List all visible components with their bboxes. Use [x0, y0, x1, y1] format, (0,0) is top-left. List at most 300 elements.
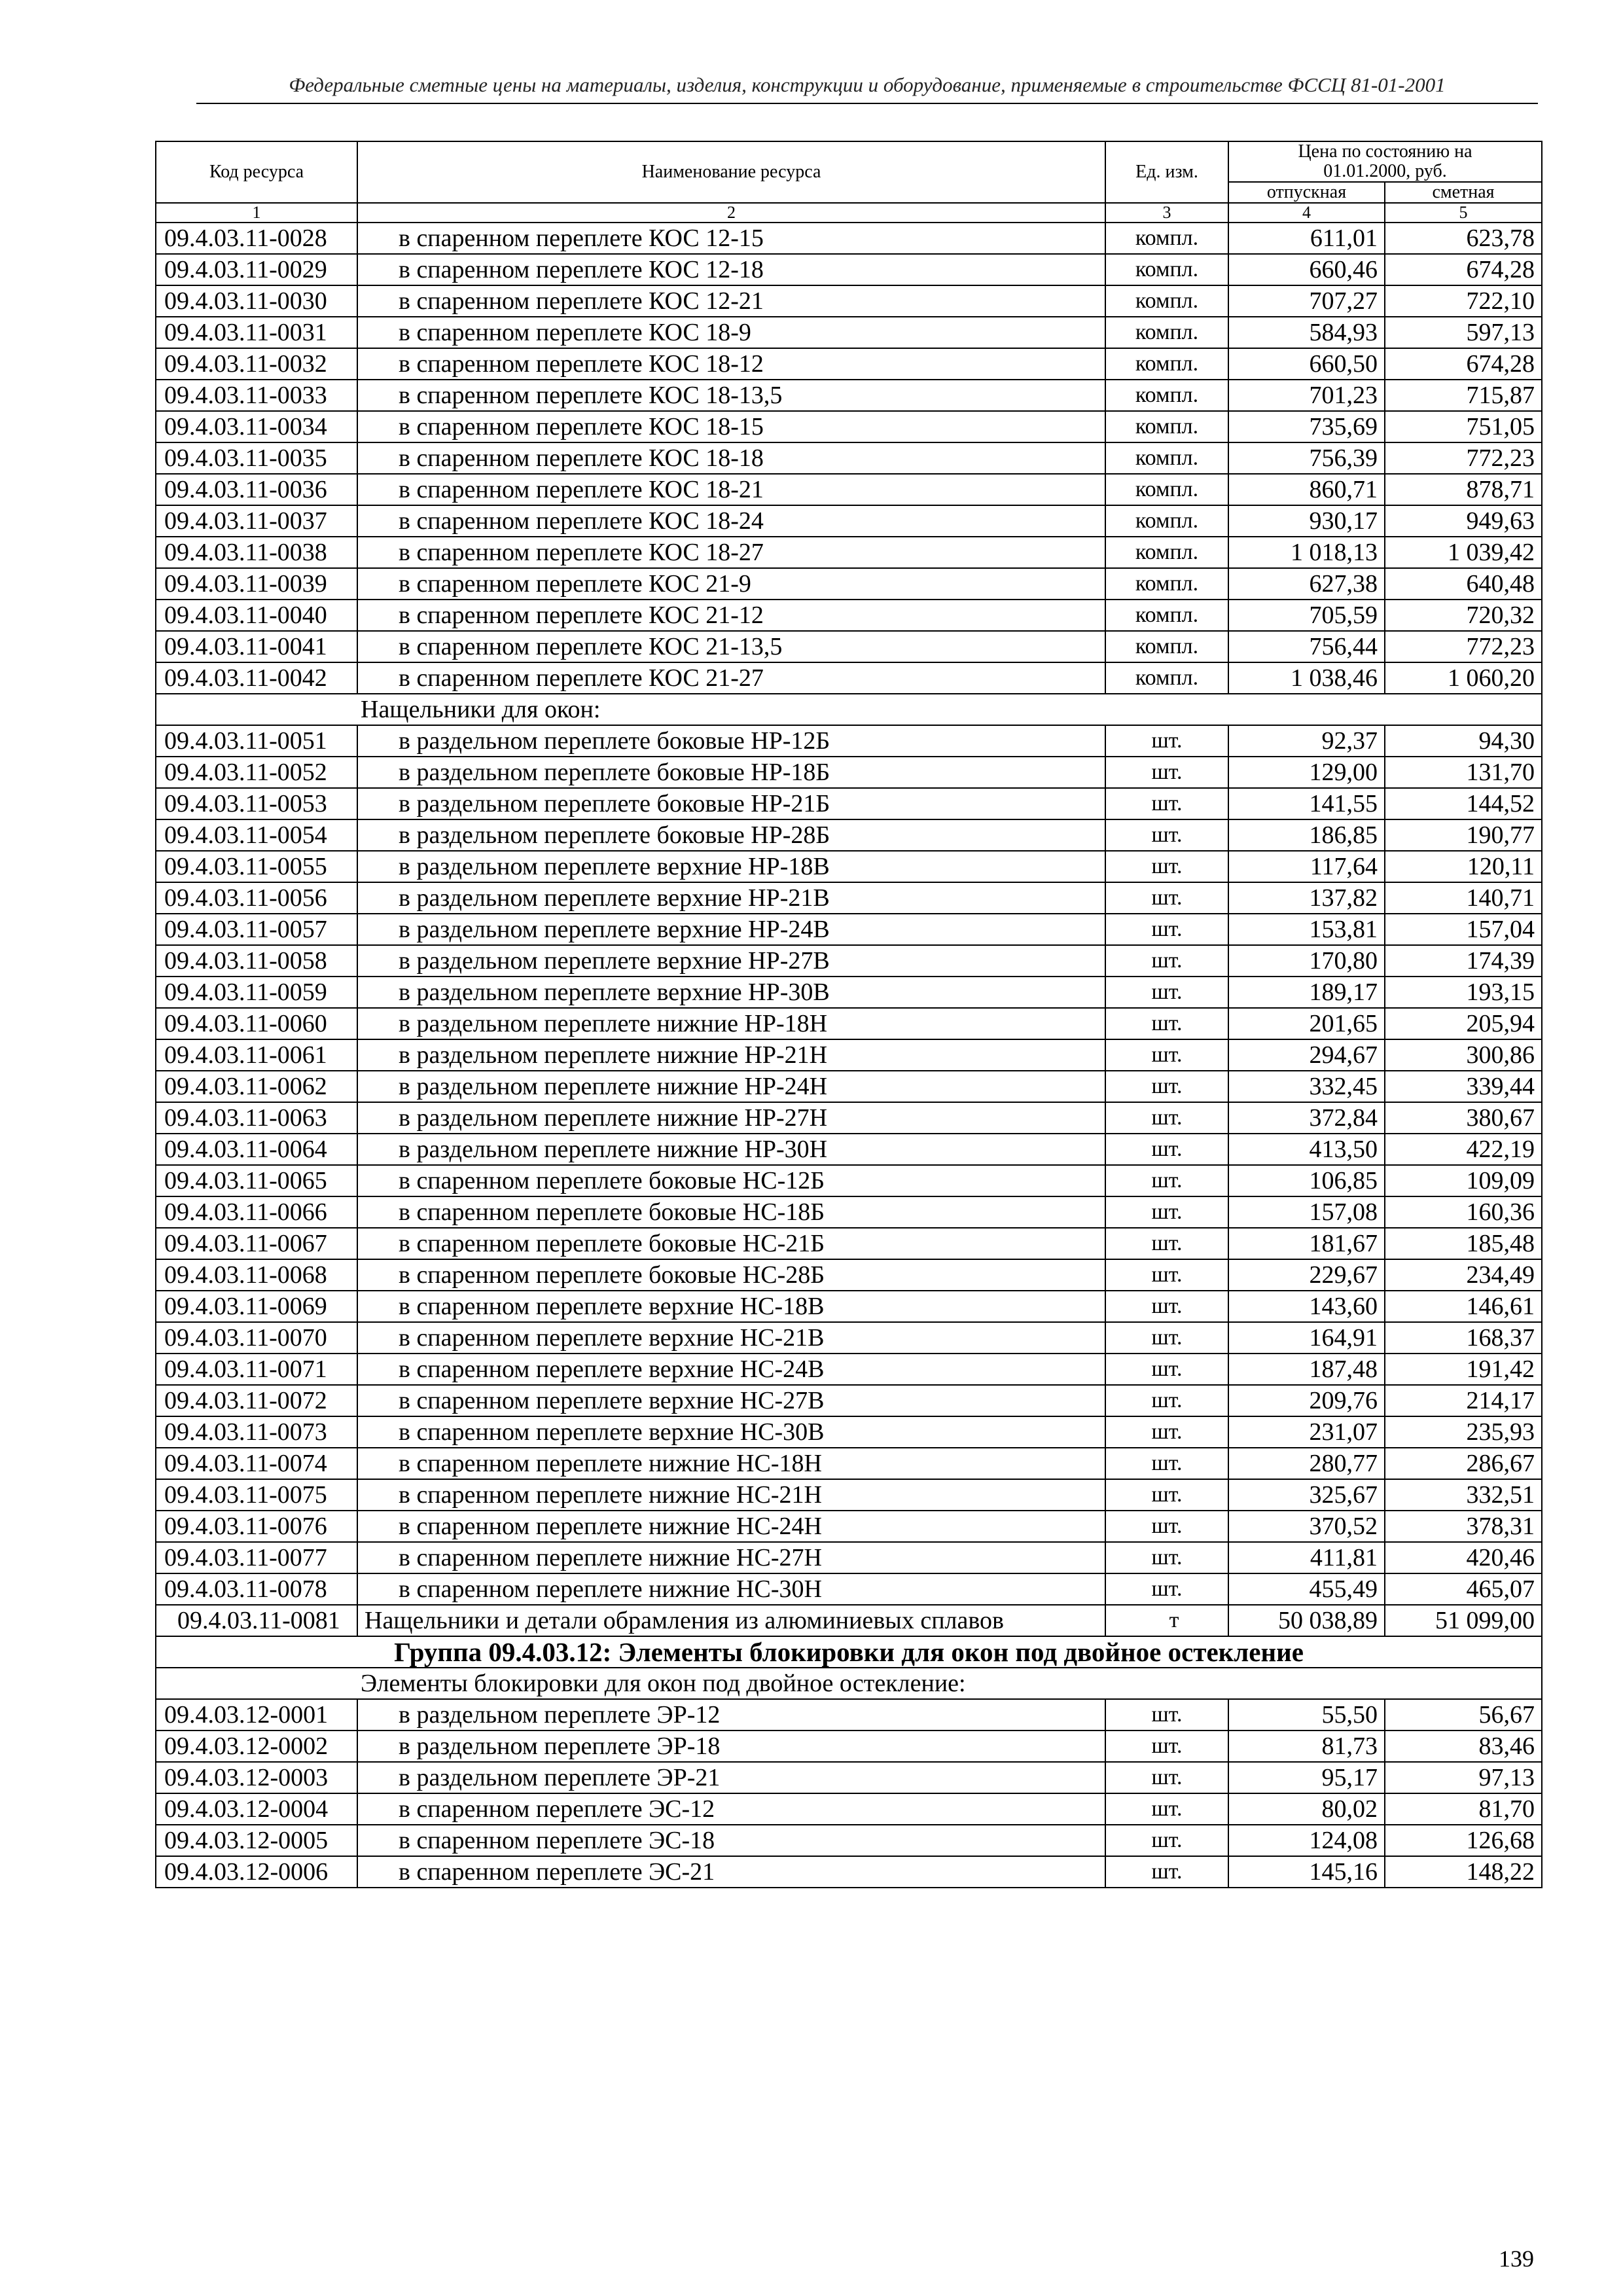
resource-code: 09.4.03.11-0054: [156, 819, 357, 851]
unit-cell: т: [1105, 1605, 1228, 1636]
resource-code: 09.4.03.11-0037: [156, 505, 357, 537]
resource-name: в раздельном переплете верхние НР-24В: [357, 914, 1105, 945]
release-price: 137,82: [1228, 882, 1385, 914]
unit-cell: шт.: [1105, 1071, 1228, 1102]
table-row: [156, 223, 1542, 254]
resource-code: 09.4.03.11-0068: [156, 1259, 357, 1291]
release-price: 117,64: [1228, 851, 1385, 882]
estimate-price: 168,37: [1385, 1322, 1542, 1354]
col-number: 1: [156, 203, 357, 223]
resource-name: в раздельном переплете боковые НР-28Б: [357, 819, 1105, 851]
unit-cell: шт.: [1105, 1573, 1228, 1605]
release-price: 701,23: [1228, 380, 1385, 411]
resource-code: 09.4.03.11-0039: [156, 568, 357, 600]
estimate-price: 51 099,00: [1385, 1605, 1542, 1636]
estimate-price: 1 060,20: [1385, 662, 1542, 694]
resource-name: в раздельном переплете нижние НР-24Н: [357, 1071, 1105, 1102]
resource-code: 09.4.03.11-0051: [156, 725, 357, 757]
resource-code: 09.4.03.11-0071: [156, 1354, 357, 1385]
table-row: [156, 1196, 1542, 1228]
table-row: [156, 1165, 1542, 1196]
resource-name: в спаренном переплете КОС 18-21: [357, 474, 1105, 505]
table-row: [156, 568, 1542, 600]
unit-cell: компл.: [1105, 223, 1228, 254]
release-price: 106,85: [1228, 1165, 1385, 1196]
unit-cell: шт.: [1105, 945, 1228, 977]
release-price: 930,17: [1228, 505, 1385, 537]
release-price: 370,52: [1228, 1511, 1385, 1542]
resource-name: в спаренном переплете боковые НС-18Б: [357, 1196, 1105, 1228]
release-price: 186,85: [1228, 819, 1385, 851]
table-row: [156, 757, 1542, 788]
release-price: 705,59: [1228, 600, 1385, 631]
estimate-price: 56,67: [1385, 1699, 1542, 1731]
resource-code: 09.4.03.11-0042: [156, 662, 357, 694]
unit-cell: шт.: [1105, 1825, 1228, 1856]
unit-cell: шт.: [1105, 882, 1228, 914]
table-row: [156, 442, 1542, 474]
table-row: [156, 1385, 1542, 1416]
resource-code: 09.4.03.11-0067: [156, 1228, 357, 1259]
unit-cell: шт.: [1105, 1416, 1228, 1448]
release-price: 170,80: [1228, 945, 1385, 977]
estimate-price: 949,63: [1385, 505, 1542, 537]
resource-code: 09.4.03.11-0074: [156, 1448, 357, 1479]
resource-code: 09.4.03.11-0075: [156, 1479, 357, 1511]
estimate-price: 190,77: [1385, 819, 1542, 851]
table-row: [156, 537, 1542, 568]
col-header-estimate-price: сметная: [1385, 182, 1542, 203]
unit-cell: компл.: [1105, 631, 1228, 662]
table-row: [156, 317, 1542, 348]
release-price: 201,65: [1228, 1008, 1385, 1039]
resource-name: в спаренном переплете боковые НС-12Б: [357, 1165, 1105, 1196]
unit-cell: шт.: [1105, 977, 1228, 1008]
resource-name: в спаренном переплете КОС 18-15: [357, 411, 1105, 442]
price-table: [155, 141, 1543, 1888]
resource-code: 09.4.03.11-0065: [156, 1165, 357, 1196]
table-row: [156, 1731, 1542, 1762]
estimate-price: 878,71: [1385, 474, 1542, 505]
release-price: 55,50: [1228, 1699, 1385, 1731]
unit-cell: шт.: [1105, 1479, 1228, 1511]
estimate-price: 674,28: [1385, 254, 1542, 285]
unit-cell: шт.: [1105, 1039, 1228, 1071]
section-heading-row: [156, 1668, 1542, 1699]
resource-name: в раздельном переплете боковые НР-21Б: [357, 788, 1105, 819]
resource-code: 09.4.03.11-0066: [156, 1196, 357, 1228]
unit-cell: шт.: [1105, 1731, 1228, 1762]
estimate-price: 751,05: [1385, 411, 1542, 442]
resource-name: в раздельном переплете ЭР-21: [357, 1762, 1105, 1793]
release-price: 707,27: [1228, 285, 1385, 317]
estimate-price: 97,13: [1385, 1762, 1542, 1793]
estimate-price: 286,67: [1385, 1448, 1542, 1479]
release-price: 756,39: [1228, 442, 1385, 474]
resource-code: 09.4.03.11-0031: [156, 317, 357, 348]
estimate-price: 205,94: [1385, 1008, 1542, 1039]
table-row: [156, 1291, 1542, 1322]
estimate-price: 772,23: [1385, 442, 1542, 474]
table-row: [156, 380, 1542, 411]
table-row: [156, 914, 1542, 945]
resource-name: в спаренном переплете КОС 21-12: [357, 600, 1105, 631]
table-row: [156, 977, 1542, 1008]
resource-code: 09.4.03.11-0061: [156, 1039, 357, 1071]
resource-name: в спаренном переплете нижние НС-21Н: [357, 1479, 1105, 1511]
release-price: 145,16: [1228, 1856, 1385, 1888]
resource-name: в спаренном переплете КОС 12-21: [357, 285, 1105, 317]
unit-cell: компл.: [1105, 411, 1228, 442]
estimate-price: 191,42: [1385, 1354, 1542, 1385]
release-price: 1 018,13: [1228, 537, 1385, 568]
table-row: [156, 1039, 1542, 1071]
estimate-price: 126,68: [1385, 1825, 1542, 1856]
estimate-price: 623,78: [1385, 223, 1542, 254]
resource-name: в спаренном переплете КОС 18-9: [357, 317, 1105, 348]
table-row: [156, 1605, 1542, 1636]
resource-name: в спаренном переплете КОС 12-18: [357, 254, 1105, 285]
resource-code: 09.4.03.11-0041: [156, 631, 357, 662]
estimate-price: 148,22: [1385, 1856, 1542, 1888]
release-price: 50 038,89: [1228, 1605, 1385, 1636]
unit-cell: шт.: [1105, 1354, 1228, 1385]
release-price: 209,76: [1228, 1385, 1385, 1416]
release-price: 141,55: [1228, 788, 1385, 819]
section-heading: Элементы блокировки для окон под двойное остекление:: [156, 1668, 1542, 1699]
table-row: [156, 1354, 1542, 1385]
unit-cell: шт.: [1105, 1259, 1228, 1291]
resource-name: в спаренном переплете КОС 21-9: [357, 568, 1105, 600]
resource-code: 09.4.03.11-0029: [156, 254, 357, 285]
unit-cell: шт.: [1105, 1291, 1228, 1322]
release-price: 455,49: [1228, 1573, 1385, 1605]
unit-cell: шт.: [1105, 1165, 1228, 1196]
table-row: [156, 1134, 1542, 1165]
col-number: 4: [1228, 203, 1385, 223]
table-row: [156, 1102, 1542, 1134]
release-price: 280,77: [1228, 1448, 1385, 1479]
resource-code: 09.4.03.12-0003: [156, 1762, 357, 1793]
table-row: [156, 1228, 1542, 1259]
resource-code: 09.4.03.11-0052: [156, 757, 357, 788]
unit-cell: шт.: [1105, 1196, 1228, 1228]
resource-name: в спаренном переплете боковые НС-21Б: [357, 1228, 1105, 1259]
resource-name: в раздельном переплете нижние НР-27Н: [357, 1102, 1105, 1134]
estimate-price: 772,23: [1385, 631, 1542, 662]
resource-name: в раздельном переплете верхние НР-27В: [357, 945, 1105, 977]
unit-cell: шт.: [1105, 851, 1228, 882]
unit-cell: шт.: [1105, 1762, 1228, 1793]
table-row: [156, 1071, 1542, 1102]
release-price: 411,81: [1228, 1542, 1385, 1573]
release-price: 81,73: [1228, 1731, 1385, 1762]
unit-cell: шт.: [1105, 1228, 1228, 1259]
release-price: 372,84: [1228, 1102, 1385, 1134]
table-row: [156, 505, 1542, 537]
resource-name: в раздельном переплете верхние НР-30В: [357, 977, 1105, 1008]
table-row: [156, 1448, 1542, 1479]
release-price: 129,00: [1228, 757, 1385, 788]
unit-cell: шт.: [1105, 1856, 1228, 1888]
price-group-line2: 01.01.2000, руб.: [1323, 161, 1447, 181]
resource-code: 09.4.03.12-0006: [156, 1856, 357, 1888]
page-number: 139: [1499, 2246, 1534, 2272]
resource-name: в спаренном переплете нижние НС-24Н: [357, 1511, 1105, 1542]
resource-code: 09.4.03.12-0005: [156, 1825, 357, 1856]
unit-cell: компл.: [1105, 537, 1228, 568]
resource-code: 09.4.03.11-0057: [156, 914, 357, 945]
table-row: [156, 474, 1542, 505]
unit-cell: шт.: [1105, 1322, 1228, 1354]
resource-code: 09.4.03.11-0072: [156, 1385, 357, 1416]
col-number: 2: [357, 203, 1105, 223]
resource-name: в спаренном переплете КОС 21-13,5: [357, 631, 1105, 662]
resource-name: в спаренном переплете КОС 18-12: [357, 348, 1105, 380]
resource-code: 09.4.03.12-0001: [156, 1699, 357, 1731]
table-row: [156, 1479, 1542, 1511]
unit-cell: компл.: [1105, 662, 1228, 694]
table-row: [156, 1856, 1542, 1888]
resource-code: 09.4.03.11-0073: [156, 1416, 357, 1448]
resource-code: 09.4.03.11-0056: [156, 882, 357, 914]
release-price: 660,50: [1228, 348, 1385, 380]
resource-name: в раздельном переплете ЭР-18: [357, 1731, 1105, 1762]
col-number: 3: [1105, 203, 1228, 223]
table-row: [156, 631, 1542, 662]
release-price: 756,44: [1228, 631, 1385, 662]
estimate-price: 157,04: [1385, 914, 1542, 945]
estimate-price: 378,31: [1385, 1511, 1542, 1542]
col-header-release-price: отпускная: [1228, 182, 1385, 203]
resource-name: в спаренном переплете верхние НС-24В: [357, 1354, 1105, 1385]
resource-code: 09.4.03.11-0030: [156, 285, 357, 317]
unit-cell: шт.: [1105, 1102, 1228, 1134]
estimate-price: 193,15: [1385, 977, 1542, 1008]
table-row: [156, 1573, 1542, 1605]
table-row: [156, 1762, 1542, 1793]
resource-name: в спаренном переплете КОС 12-15: [357, 223, 1105, 254]
unit-cell: компл.: [1105, 285, 1228, 317]
release-price: 153,81: [1228, 914, 1385, 945]
estimate-price: 720,32: [1385, 600, 1542, 631]
resource-name: в спаренном переплете нижние НС-30Н: [357, 1573, 1105, 1605]
estimate-price: 674,28: [1385, 348, 1542, 380]
estimate-price: 174,39: [1385, 945, 1542, 977]
table-row: [156, 1322, 1542, 1354]
resource-name: в спаренном переплете верхние НС-21В: [357, 1322, 1105, 1354]
table-row: [156, 1699, 1542, 1731]
resource-code: 09.4.03.11-0064: [156, 1134, 357, 1165]
resource-name: в спаренном переплете нижние НС-18Н: [357, 1448, 1105, 1479]
resource-name: в раздельном переплете нижние НР-21Н: [357, 1039, 1105, 1071]
table-row: [156, 1511, 1542, 1542]
estimate-price: 640,48: [1385, 568, 1542, 600]
resource-name: в раздельном переплете ЭР-12: [357, 1699, 1105, 1731]
estimate-price: 1 039,42: [1385, 537, 1542, 568]
estimate-price: 109,09: [1385, 1165, 1542, 1196]
resource-name: в спаренном переплете нижние НС-27Н: [357, 1542, 1105, 1573]
table-row: [156, 600, 1542, 631]
release-price: 584,93: [1228, 317, 1385, 348]
resource-name: в спаренном переплете КОС 18-27: [357, 537, 1105, 568]
resource-code: 09.4.03.11-0036: [156, 474, 357, 505]
table-row: [156, 788, 1542, 819]
release-price: 164,91: [1228, 1322, 1385, 1354]
estimate-price: 146,61: [1385, 1291, 1542, 1322]
resource-name: в спаренном переплете КОС 18-24: [357, 505, 1105, 537]
resource-name: в спаренном переплете верхние НС-30В: [357, 1416, 1105, 1448]
unit-cell: шт.: [1105, 757, 1228, 788]
table-row: [156, 725, 1542, 757]
table-row: [156, 348, 1542, 380]
col-number: 5: [1385, 203, 1542, 223]
estimate-price: 214,17: [1385, 1385, 1542, 1416]
col-header-name: Наименование ресурса: [357, 141, 1105, 203]
unit-cell: шт.: [1105, 1511, 1228, 1542]
estimate-price: 715,87: [1385, 380, 1542, 411]
resource-code: 09.4.03.11-0032: [156, 348, 357, 380]
release-price: 143,60: [1228, 1291, 1385, 1322]
resource-code: 09.4.03.11-0035: [156, 442, 357, 474]
resource-code: 09.4.03.11-0034: [156, 411, 357, 442]
release-price: 1 038,46: [1228, 662, 1385, 694]
table-row: [156, 882, 1542, 914]
resource-code: 09.4.03.11-0070: [156, 1322, 357, 1354]
estimate-price: 465,07: [1385, 1573, 1542, 1605]
resource-name: в спаренном переплете КОС 18-13,5: [357, 380, 1105, 411]
table-row: [156, 1793, 1542, 1825]
resource-name: в спаренном переплете КОС 21-27: [357, 662, 1105, 694]
unit-cell: шт.: [1105, 1448, 1228, 1479]
release-price: 124,08: [1228, 1825, 1385, 1856]
resource-name: в раздельном переплете нижние НР-30Н: [357, 1134, 1105, 1165]
unit-cell: шт.: [1105, 725, 1228, 757]
table-row: [156, 662, 1542, 694]
release-price: 189,17: [1228, 977, 1385, 1008]
estimate-price: 339,44: [1385, 1071, 1542, 1102]
unit-cell: компл.: [1105, 317, 1228, 348]
resource-name: в спаренном переплете ЭС-21: [357, 1856, 1105, 1888]
resource-code: 09.4.03.11-0060: [156, 1008, 357, 1039]
unit-cell: компл.: [1105, 474, 1228, 505]
release-price: 80,02: [1228, 1793, 1385, 1825]
table-row: [156, 819, 1542, 851]
estimate-price: 144,52: [1385, 788, 1542, 819]
release-price: 332,45: [1228, 1071, 1385, 1102]
resource-name: в спаренном переплете верхние НС-27В: [357, 1385, 1105, 1416]
resource-code: 09.4.03.11-0077: [156, 1542, 357, 1573]
col-header-price-group: [1228, 141, 1542, 182]
estimate-price: 420,46: [1385, 1542, 1542, 1573]
table-row: [156, 411, 1542, 442]
unit-cell: шт.: [1105, 1793, 1228, 1825]
table-body: [156, 223, 1542, 1888]
estimate-price: 94,30: [1385, 725, 1542, 757]
unit-cell: шт.: [1105, 1134, 1228, 1165]
release-price: 294,67: [1228, 1039, 1385, 1071]
release-price: 735,69: [1228, 411, 1385, 442]
release-price: 627,38: [1228, 568, 1385, 600]
col-header-code: Код ресурса: [156, 141, 357, 203]
unit-cell: компл.: [1105, 442, 1228, 474]
table-row: [156, 254, 1542, 285]
resource-code: 09.4.03.11-0069: [156, 1291, 357, 1322]
estimate-price: 722,10: [1385, 285, 1542, 317]
section-heading: Нащельники для окон:: [156, 694, 1542, 725]
estimate-price: 380,67: [1385, 1102, 1542, 1134]
unit-cell: компл.: [1105, 380, 1228, 411]
estimate-price: 140,71: [1385, 882, 1542, 914]
running-header: Федеральные сметные цены на материалы, изделия, конструкции и оборудование, применяемые в строительстве ФССЦ 81-01-2001: [289, 73, 1446, 96]
unit-cell: шт.: [1105, 1542, 1228, 1573]
resource-name: в раздельном переплете верхние НР-21В: [357, 882, 1105, 914]
estimate-price: 300,86: [1385, 1039, 1542, 1071]
estimate-price: 234,49: [1385, 1259, 1542, 1291]
unit-cell: шт.: [1105, 914, 1228, 945]
unit-cell: шт.: [1105, 819, 1228, 851]
release-price: 611,01: [1228, 223, 1385, 254]
estimate-price: 597,13: [1385, 317, 1542, 348]
unit-cell: компл.: [1105, 254, 1228, 285]
resource-code: 09.4.03.12-0004: [156, 1793, 357, 1825]
price-group-line1: Цена по состоянию на: [1298, 141, 1472, 162]
resource-name: в спаренном переплете КОС 18-18: [357, 442, 1105, 474]
resource-code: 09.4.03.11-0078: [156, 1573, 357, 1605]
estimate-price: 83,46: [1385, 1731, 1542, 1762]
release-price: 860,71: [1228, 474, 1385, 505]
resource-code: 09.4.03.11-0081: [156, 1605, 357, 1636]
resource-code: 09.4.03.11-0053: [156, 788, 357, 819]
resource-code: 09.4.03.11-0058: [156, 945, 357, 977]
group-heading: Группа 09.4.03.12: Элементы блокировки для окон под двойное остекление: [156, 1636, 1542, 1668]
resource-code: 09.4.03.11-0055: [156, 851, 357, 882]
estimate-price: 160,36: [1385, 1196, 1542, 1228]
resource-name: в спаренном переплете ЭС-18: [357, 1825, 1105, 1856]
resource-name: в спаренном переплете боковые НС-28Б: [357, 1259, 1105, 1291]
release-price: 231,07: [1228, 1416, 1385, 1448]
estimate-price: 120,11: [1385, 851, 1542, 882]
unit-cell: компл.: [1105, 568, 1228, 600]
release-price: 181,67: [1228, 1228, 1385, 1259]
table-row: [156, 1825, 1542, 1856]
unit-cell: компл.: [1105, 505, 1228, 537]
release-price: 660,46: [1228, 254, 1385, 285]
unit-cell: шт.: [1105, 1385, 1228, 1416]
estimate-price: 81,70: [1385, 1793, 1542, 1825]
unit-cell: шт.: [1105, 1008, 1228, 1039]
release-price: 229,67: [1228, 1259, 1385, 1291]
resource-name: в спаренном переплете ЭС-12: [357, 1793, 1105, 1825]
estimate-price: 131,70: [1385, 757, 1542, 788]
resource-name: в раздельном переплете боковые НР-12Б: [357, 725, 1105, 757]
resource-name: в спаренном переплете верхние НС-18В: [357, 1291, 1105, 1322]
release-price: 157,08: [1228, 1196, 1385, 1228]
table-row: [156, 851, 1542, 882]
resource-code: 09.4.03.11-0063: [156, 1102, 357, 1134]
resource-code: 09.4.03.11-0059: [156, 977, 357, 1008]
estimate-price: 235,93: [1385, 1416, 1542, 1448]
estimate-price: 332,51: [1385, 1479, 1542, 1511]
resource-name: в раздельном переплете верхние НР-18В: [357, 851, 1105, 882]
table-row: [156, 1416, 1542, 1448]
release-price: 92,37: [1228, 725, 1385, 757]
table-row: [156, 945, 1542, 977]
resource-name: Нащельники и детали обрамления из алюминиевых сплавов: [357, 1605, 1105, 1636]
resource-code: 09.4.03.11-0040: [156, 600, 357, 631]
resource-code: 09.4.03.11-0038: [156, 537, 357, 568]
estimate-price: 422,19: [1385, 1134, 1542, 1165]
